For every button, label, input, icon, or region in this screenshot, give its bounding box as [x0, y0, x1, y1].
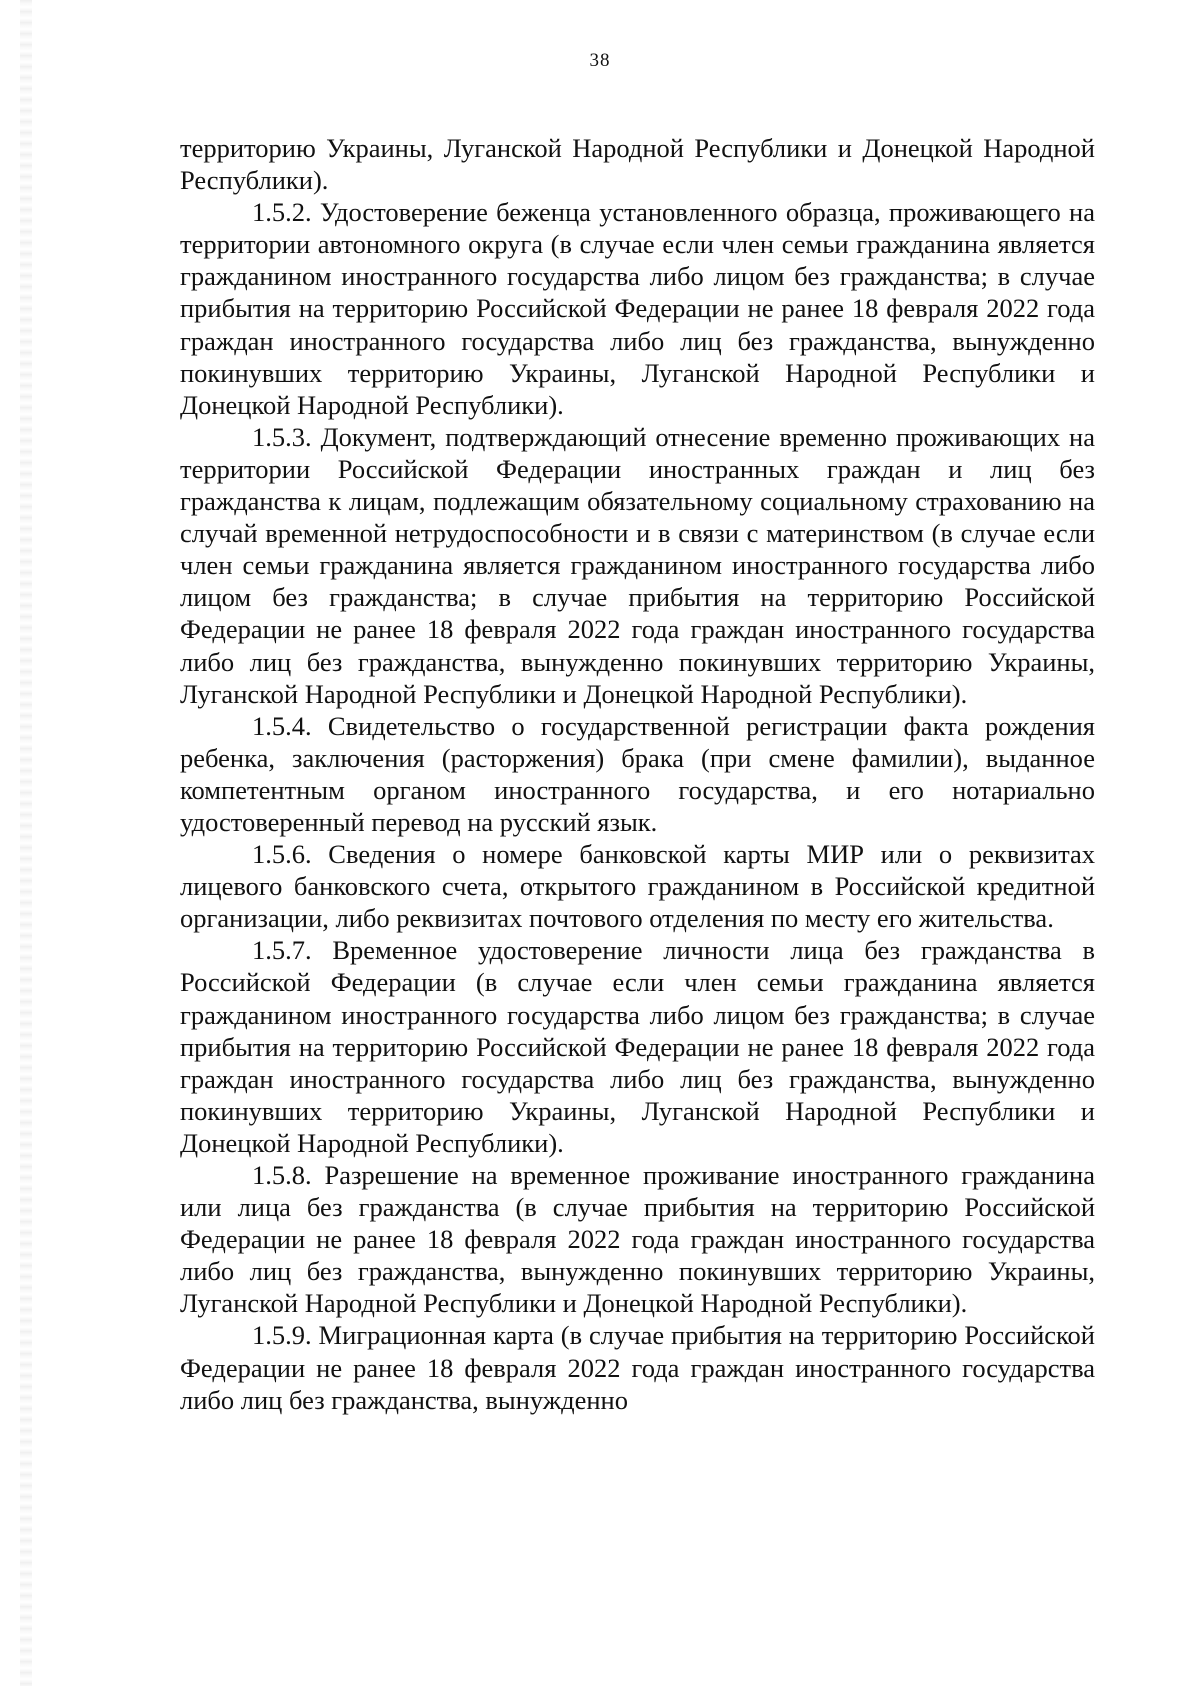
paragraph-1-5-2: 1.5.2. Удостоверение беженца установленного образца, проживающего на территории автономного округа (в случае если член семьи гражданина является гражданином иностранного государства либо лицом без гражданства; в случае прибытия на территорию Российской Федерации не ранее 18 февраля 2022 года граждан иностранного государства либо лиц без гражданства, вынужденно покинувших территорию Украины, Луганской Народной Республики и Донецкой Народной Республики). — [180, 197, 1095, 420]
paragraph-1-5-7: 1.5.7. Временное удостоверение личности лица без гражданства в Российской Федерации (в случае если член семьи гражданина является гражданином иностранного государства либо лицом без гражданства; в случае прибытия на территорию Российской Федерации не ранее 18 февраля 2022 года граждан иностранного государства либо лиц без гражданства, вынужденно покинувших территорию Украины, Луганской Народной Республики и Донецкой Народной Республики). — [180, 935, 1095, 1158]
paragraph-1-5-6: 1.5.6. Сведения о номере банковской карты МИР или о реквизитах лицевого банковского счета, открытого гражданином в Российской кредитной организации, либо реквизитах почтового отделения по месту его жительства. — [180, 839, 1095, 934]
page-number: 38 — [589, 50, 611, 71]
paragraph-1-5-4: 1.5.4. Свидетельство о государственной регистрации факта рождения ребенка, заключения (расторжения) брака (при смене фамилии), выданное компетентным органом иностранного государства, и его нотариально удостоверенный перевод на русский язык. — [180, 710, 1095, 837]
paragraph-1-5-8: 1.5.8. Разрешение на временное проживание иностранного гражданина или лица без гражданства (в случае прибытия на территорию Российской Федерации не ранее 18 февраля 2022 года граждан иностранного государства либо лиц без гражданства, вынужденно покинувших территорию Украины, Луганской Народной Республики и Донецкой Народной Республики). — [180, 1160, 1095, 1319]
document-body — [180, 132, 1095, 1416]
scan-edge-artifact — [20, 0, 32, 1686]
paragraph-1-5-9: 1.5.9. Миграционная карта (в случае прибытия на территорию Российской Федерации не ранее 18 февраля 2022 года граждан иностранного государства либо лиц без гражданства, вынужденно — [180, 1320, 1095, 1415]
paragraph-continuation: территорию Украины, Луганской Народной Республики и Донецкой Народной Республики). — [180, 133, 1095, 196]
paragraph-1-5-3: 1.5.3. Документ, подтверждающий отнесение временно проживающих на территории Российской Федерации иностранных граждан и лиц без гражданства к лицам, подлежащим обязательному социальному страхованию на случай временной нетрудоспособности и в связи с материнством (в случае если член семьи гражданина является гражданином иностранного государства либо лицом без гражданства; в случае прибытия на территорию Российской Федерации не ранее 18 февраля 2022 года граждан иностранного государства либо лиц без гражданства, вынужденно покинувших территорию Украины, Луганской Народной Республики и Донецкой Народной Республики). — [180, 421, 1095, 709]
